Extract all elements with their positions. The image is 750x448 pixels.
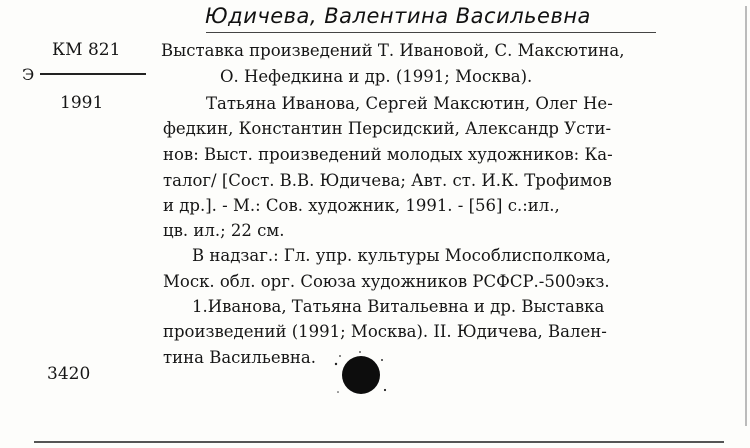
card-bottom-edge — [34, 441, 724, 443]
card-heading: Юдичева, Валентина Васильевна — [205, 4, 591, 28]
card-right-edge — [745, 6, 747, 426]
side-marker: Э — [22, 65, 35, 84]
shelf-mark: КМ 821 — [52, 40, 121, 60]
card-line: Выставка произведений Т. Ивановой, С. Максютина, — [161, 41, 625, 60]
card-line: произведений (1991; Москва). II. Юдичева, Вален- — [163, 322, 607, 341]
card-line: 1.Иванова, Татьяна Витальевна и др. Выставка — [192, 297, 605, 316]
publication-year: 1991 — [60, 93, 104, 113]
card-line: тина Васильевна. — [163, 348, 317, 367]
card-line: талог/ [Сост. В.В. Юдичева; Авт. ст. И.К. Трофимов — [163, 171, 612, 190]
card-line: цв. ил.; 22 см. — [163, 221, 285, 240]
card-line: О. Нефедкина и др. (1991; Москва). — [220, 67, 533, 86]
ink-blot — [342, 356, 380, 394]
card-line: Татьяна Иванова, Сергей Максютин, Олег Не- — [206, 94, 613, 113]
shelf-divider — [40, 73, 146, 75]
heading-underline — [206, 32, 656, 33]
inventory-number: 3420 — [47, 364, 91, 384]
card-line: Моск. обл. орг. Союза художников РСФСР.-500экз. — [163, 272, 610, 291]
card-line: федкин, Константин Персидский, Александр Усти- — [163, 119, 612, 138]
card-line: и др.]. - М.: Сов. художник, 1991. - [56] с.:ил., — [163, 196, 560, 215]
card-line: В надзаг.: Гл. упр. культуры Мособлисполкома, — [192, 246, 612, 265]
card-line: нов: Выст. произведений молодых художников: Ка- — [163, 145, 613, 164]
